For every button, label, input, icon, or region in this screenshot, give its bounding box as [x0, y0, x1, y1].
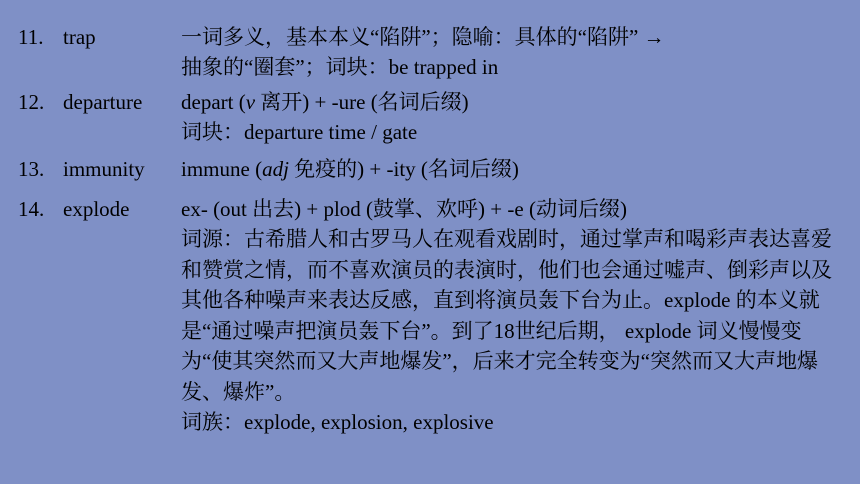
etymology-paragraph: 词源：古希腊人和古罗马人在观看戏剧时，通过掌声和喝彩声表达喜爱和赞赏之情，而不喜欢演员的表演时，他们也会通过嘘声、倒彩声以及其他各种噪声来表达反感，直到将演员轰下台为止。explode 的本义就是“通过噪声把演员轰下台”。到了18世纪后期， explode 词义慢慢变为“使其突然而又大声地爆发”，后来才完全转变为“突然而又大声地爆发、爆炸”。	[181, 227, 832, 404]
part-of-speech: v	[245, 90, 256, 114]
entry-number: 11.	[18, 25, 44, 49]
entry-word: trap	[63, 25, 96, 49]
word-formation-line	[181, 87, 841, 117]
entry-explanation	[181, 154, 841, 184]
formation-text: depart (	[181, 90, 246, 114]
entry-number: 12.	[18, 90, 45, 114]
entry-number: 14.	[18, 197, 45, 221]
collocation-line: 词块：departure time / gate	[181, 120, 418, 144]
entry-explanation	[181, 87, 841, 147]
word-family-line: 词族：explode, explosion, explosive	[181, 410, 494, 434]
entry-word: immunity	[63, 157, 145, 181]
word-formation-line	[181, 154, 841, 184]
entry-word: explode	[63, 197, 130, 221]
formation-text: 离开) + -ure (名词后缀)	[255, 90, 469, 114]
word-formation-line: ex- (out 出去) + plod (鼓掌、欢呼) + -e (动词后缀)	[181, 197, 627, 221]
explanation-line: 抽象的“圈套”；词块：be trapped in	[181, 55, 499, 79]
formation-text: 免疫的) + -ity (名词后缀)	[288, 157, 519, 181]
formation-text: immune (	[181, 157, 263, 181]
entry-explanation	[181, 194, 833, 437]
entry-word: departure	[63, 90, 143, 114]
explanation-line: 一词多义，基本本义“陷阱”；隐喻：具体的“陷阱” →	[181, 25, 665, 49]
entry-number: 13.	[18, 157, 45, 181]
part-of-speech: adj	[262, 157, 289, 181]
entry-explanation	[181, 22, 841, 82]
